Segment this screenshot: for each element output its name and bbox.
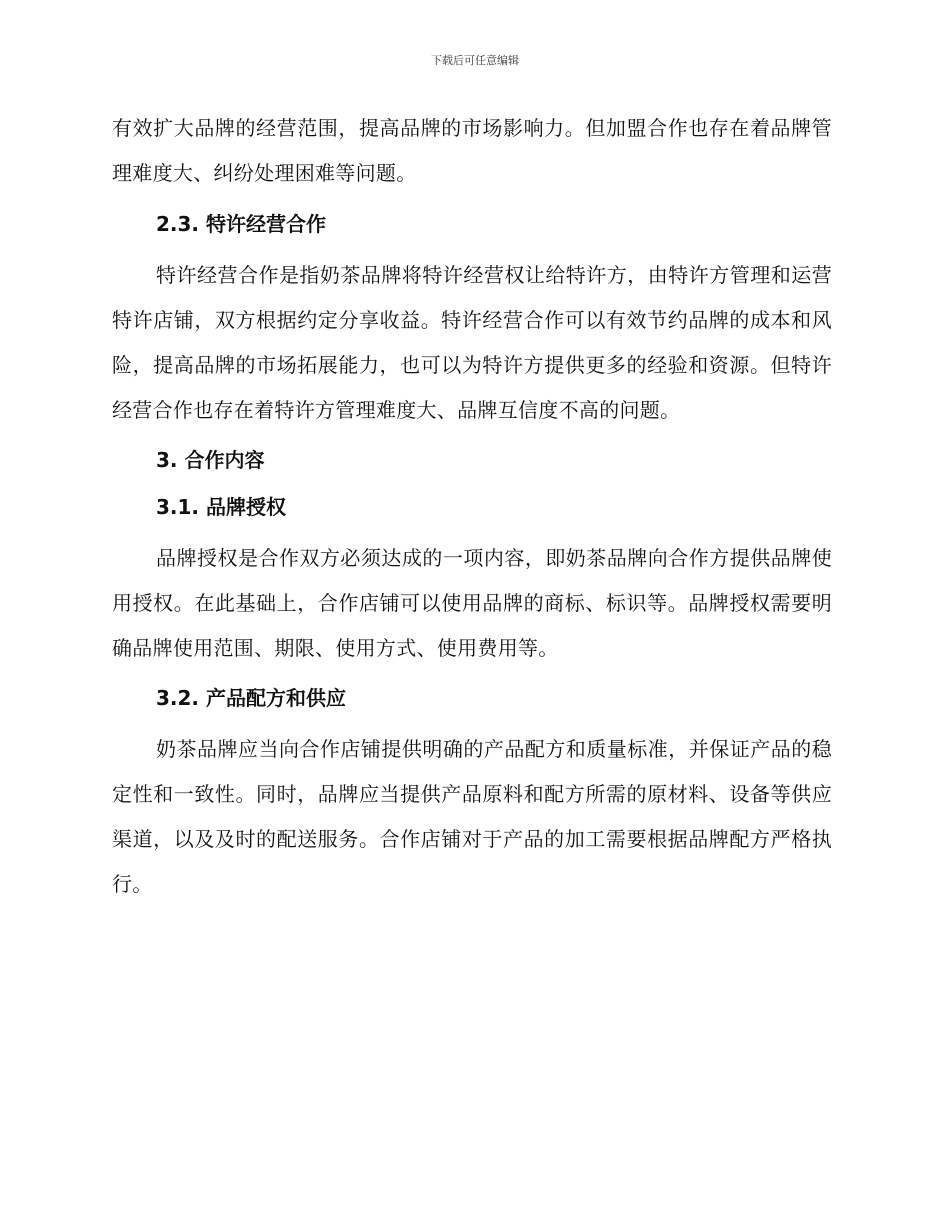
paragraph-2-3: 特许经营合作是指奶茶品牌将特许经营权让给特许方，由特许方管理和运营特许店铺，双方根据约定分享收益。特许经营合作可以有效节约品牌的成本和风险，提高品牌的市场拓展能力，也可以为特许方提供更多的经验和资源。但特许经营合作也存在着特许方管理难度大、品牌互信度不高的问题。 xyxy=(112,263,832,422)
paragraph-3-2: 奶茶品牌应当向合作店铺提供明确的产品配方和质量标准，并保证产品的稳定性和一致性。同时，品牌应当提供产品原料和配方所需的原材料、设备等供应渠道，以及及时的配送服务。合作店铺对于产品的加工需要根据品牌配方严格执行。 xyxy=(112,737,832,896)
paragraph-3-1: 品牌授权是合作双方必须达成的一项内容，即奶茶品牌向合作方提供品牌使用授权。在此基础上，合作店铺可以使用品牌的商标、标识等。品牌授权需要明确品牌使用范围、期限、使用方式、使用费用等。 xyxy=(112,546,832,660)
heading-3-2: 3.2. 产品配方和供应 xyxy=(156,686,346,710)
page-header: 下载后可任意编辑 xyxy=(431,54,519,67)
paragraph-continued: 有效扩大品牌的经营范围，提高品牌的市场影响力。但加盟合作也存在着品牌管理难度大、纠纷处理困难等问题。 xyxy=(112,116,832,185)
document-body xyxy=(112,106,832,907)
heading-3-1: 3.1. 品牌授权 xyxy=(156,495,286,519)
heading-2-3: 2.3. 特许经营合作 xyxy=(156,212,326,236)
heading-3: 3. 合作内容 xyxy=(156,448,265,472)
